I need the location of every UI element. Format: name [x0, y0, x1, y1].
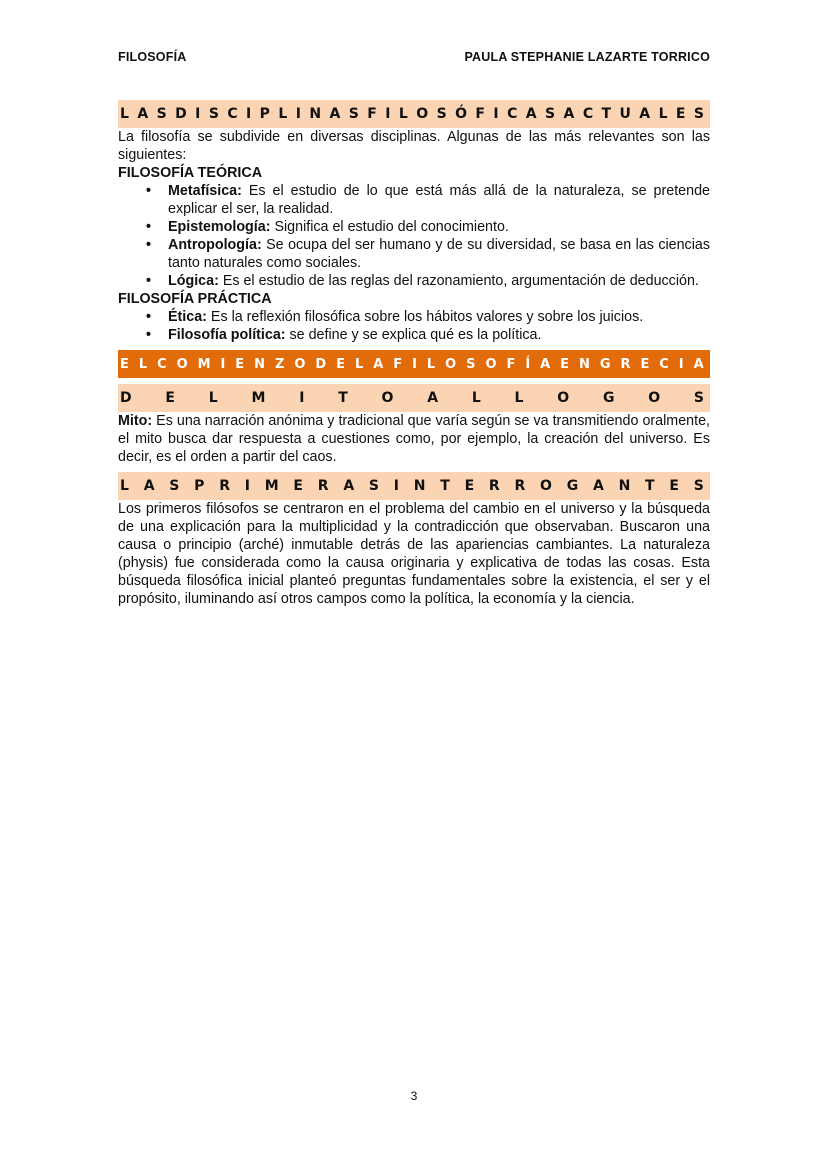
title-letter: E: [669, 478, 679, 494]
title-letter: R: [317, 478, 329, 494]
header-subject: FILOSOFÍA: [118, 50, 187, 64]
title-letter: S: [208, 106, 219, 122]
title-letter: A: [563, 106, 575, 122]
title-letter: L: [398, 106, 408, 122]
title-letter: S: [693, 106, 704, 122]
title-letter: O: [445, 356, 457, 372]
title-letter: L: [514, 390, 524, 406]
title-letter: M: [264, 478, 279, 494]
title-letter: I: [412, 356, 417, 372]
title-letter: F: [475, 106, 485, 122]
title-letter: N: [254, 356, 266, 372]
title-letter: U: [619, 106, 631, 122]
title-letter: N: [618, 478, 631, 494]
page-content: [118, 100, 710, 608]
title-letter: S: [693, 478, 704, 494]
title-letter: F: [506, 356, 516, 372]
title-letter: L: [120, 106, 129, 122]
title-letter: C: [227, 106, 238, 122]
title-letter: I: [195, 106, 201, 122]
title-letter: I: [220, 356, 226, 372]
title-letter: A: [525, 106, 537, 122]
title-letter: O: [485, 356, 497, 372]
title-letter: E: [165, 390, 175, 406]
list-item-metafisica: • Metafísica: Es el estudio de lo que está más allá de la naturaleza, se pretende explicar el ser, la realidad.: [168, 182, 710, 218]
title-letter: N: [413, 478, 426, 494]
title-letter: A: [427, 390, 439, 406]
title-letter: L: [120, 478, 129, 494]
title-letter: E: [120, 356, 129, 372]
title-letter: N: [309, 106, 322, 122]
title-letter: S: [545, 106, 556, 122]
section-title-disciplinas: [118, 100, 710, 128]
title-letter: D: [120, 390, 132, 406]
title-letter: A: [329, 106, 341, 122]
title-letter: I: [678, 356, 684, 372]
title-letter: C: [507, 106, 518, 122]
title-letter: F: [393, 356, 403, 372]
header-author: PAULA STEPHANIE LAZARTE TORRICO: [464, 50, 710, 64]
title-letter: A: [373, 356, 384, 372]
title-letter: O: [557, 390, 570, 406]
title-letter: E: [235, 356, 245, 372]
title-letter: A: [639, 106, 651, 122]
list-item-etica: • Ética: Es la reflexión filosófica sobre los hábitos valores y sobre los juicios.: [168, 308, 710, 326]
title-letter: O: [381, 390, 394, 406]
title-letter: I: [493, 106, 499, 122]
title-letter: S: [368, 478, 380, 494]
teorica-list: [118, 182, 710, 290]
title-letter: I: [393, 478, 399, 494]
title-letter: O: [648, 390, 661, 406]
title-letter: D: [315, 356, 327, 372]
title-letter: T: [601, 106, 612, 122]
title-letter: Í: [525, 356, 531, 372]
title-letter: E: [293, 478, 303, 494]
title-letter: A: [343, 478, 355, 494]
title-letter: S: [169, 478, 180, 494]
title-letter: L: [208, 390, 218, 406]
title-letter: E: [464, 478, 475, 494]
title-letter: O: [176, 356, 188, 372]
title-letter: Ó: [455, 106, 467, 122]
interrogantes-paragraph: Los primeros filósofos se centraron en el problema del cambio en el universo y la búsqueda de una explicación para la multiplicidad y la contradicción que observaban. Buscaron una causa o principio (arché) inmutable detrás de las apariencias cambiantes. La naturaleza (physis) fue considerada como la causa originaria y explicativa de todas las cosas. Esta búsqueda filosófica inicial planteó preguntas fundamentales sobre la existencia, el ser y el propósito, iluminando así otros campos como la política, la economía y la ciencia.: [118, 501, 710, 607]
title-letter: G: [566, 478, 579, 494]
title-letter: M: [251, 390, 266, 406]
title-letter: S: [156, 106, 167, 122]
title-letter: S: [466, 356, 476, 372]
mito-paragraph: Mito: Es una narración anónima y tradicional que varía según se va transmitiendo oralmente, el mito busca dar respuesta a cuestiones como, por ejemplo, la creación del universo. Es decir, es el orden a partir del caos.: [118, 413, 710, 465]
title-letter: T: [440, 478, 450, 494]
title-letter: M: [197, 356, 211, 372]
title-letter: S: [348, 106, 359, 122]
title-letter: P: [194, 478, 205, 494]
title-letter: R: [219, 478, 230, 494]
title-letter: D: [175, 106, 187, 122]
title-letter: Z: [274, 356, 285, 372]
title-letter: E: [560, 356, 570, 372]
section-title-mito-logos: [118, 384, 710, 412]
title-letter: E: [640, 356, 650, 372]
title-letter: E: [336, 356, 346, 372]
title-letter: G: [602, 390, 615, 406]
title-letter: C: [659, 356, 669, 372]
intro-paragraph: La filosofía se subdivide en diversas disciplinas. Algunas de las más relevantes son las siguientes:: [118, 129, 710, 163]
title-letter: R: [514, 478, 526, 494]
practica-list: [118, 308, 710, 344]
subheading-practica: FILOSOFÍA PRÁCTICA: [118, 291, 272, 307]
title-letter: O: [416, 106, 429, 122]
title-letter: I: [295, 106, 301, 122]
title-letter: R: [488, 478, 500, 494]
title-letter: R: [620, 356, 631, 372]
title-letter: A: [693, 356, 704, 372]
title-letter: E: [675, 106, 686, 122]
list-item-epistemologia: • Epistemología: Significa el estudio del conocimiento.: [168, 218, 710, 236]
list-item-logica: • Lógica: Es el estudio de las reglas del razonamiento, argumentación de deducción.: [168, 272, 710, 290]
title-letter: P: [259, 106, 270, 122]
title-letter: T: [338, 390, 348, 406]
title-letter: L: [354, 356, 364, 372]
list-item-filosofia-politica: • Filosofía política: se define y se explica qué es la política.: [168, 326, 710, 344]
title-letter: N: [579, 356, 590, 372]
title-letter: A: [540, 356, 551, 372]
title-letter: L: [278, 106, 288, 122]
section-title-comienzo: [118, 350, 710, 378]
list-item-antropologia: • Antropología: Se ocupa del ser humano y de su diversidad, se basa en las ciencias tanto naturales como sociales.: [168, 236, 710, 272]
title-letter: O: [294, 356, 306, 372]
title-letter: I: [246, 106, 252, 122]
title-letter: O: [540, 478, 552, 494]
title-letter: G: [599, 356, 611, 372]
title-letter: L: [138, 356, 148, 372]
title-letter: I: [244, 478, 250, 494]
title-letter: L: [426, 356, 436, 372]
title-letter: C: [582, 106, 594, 122]
title-letter: S: [693, 390, 704, 406]
title-letter: C: [157, 356, 167, 372]
title-letter: A: [137, 106, 149, 122]
title-letter: A: [143, 478, 155, 494]
title-letter: I: [299, 390, 305, 406]
title-letter: L: [658, 106, 668, 122]
title-letter: S: [436, 106, 447, 122]
section-title-interrogantes: [118, 472, 710, 500]
title-letter: I: [385, 106, 391, 122]
title-letter: A: [592, 478, 604, 494]
page-number: 3: [410, 1089, 418, 1103]
title-letter: L: [471, 390, 481, 406]
subheading-teorica: FILOSOFÍA TEÓRICA: [118, 165, 263, 181]
page-header: [118, 50, 710, 64]
title-letter: T: [645, 478, 655, 494]
title-letter: F: [367, 106, 377, 122]
